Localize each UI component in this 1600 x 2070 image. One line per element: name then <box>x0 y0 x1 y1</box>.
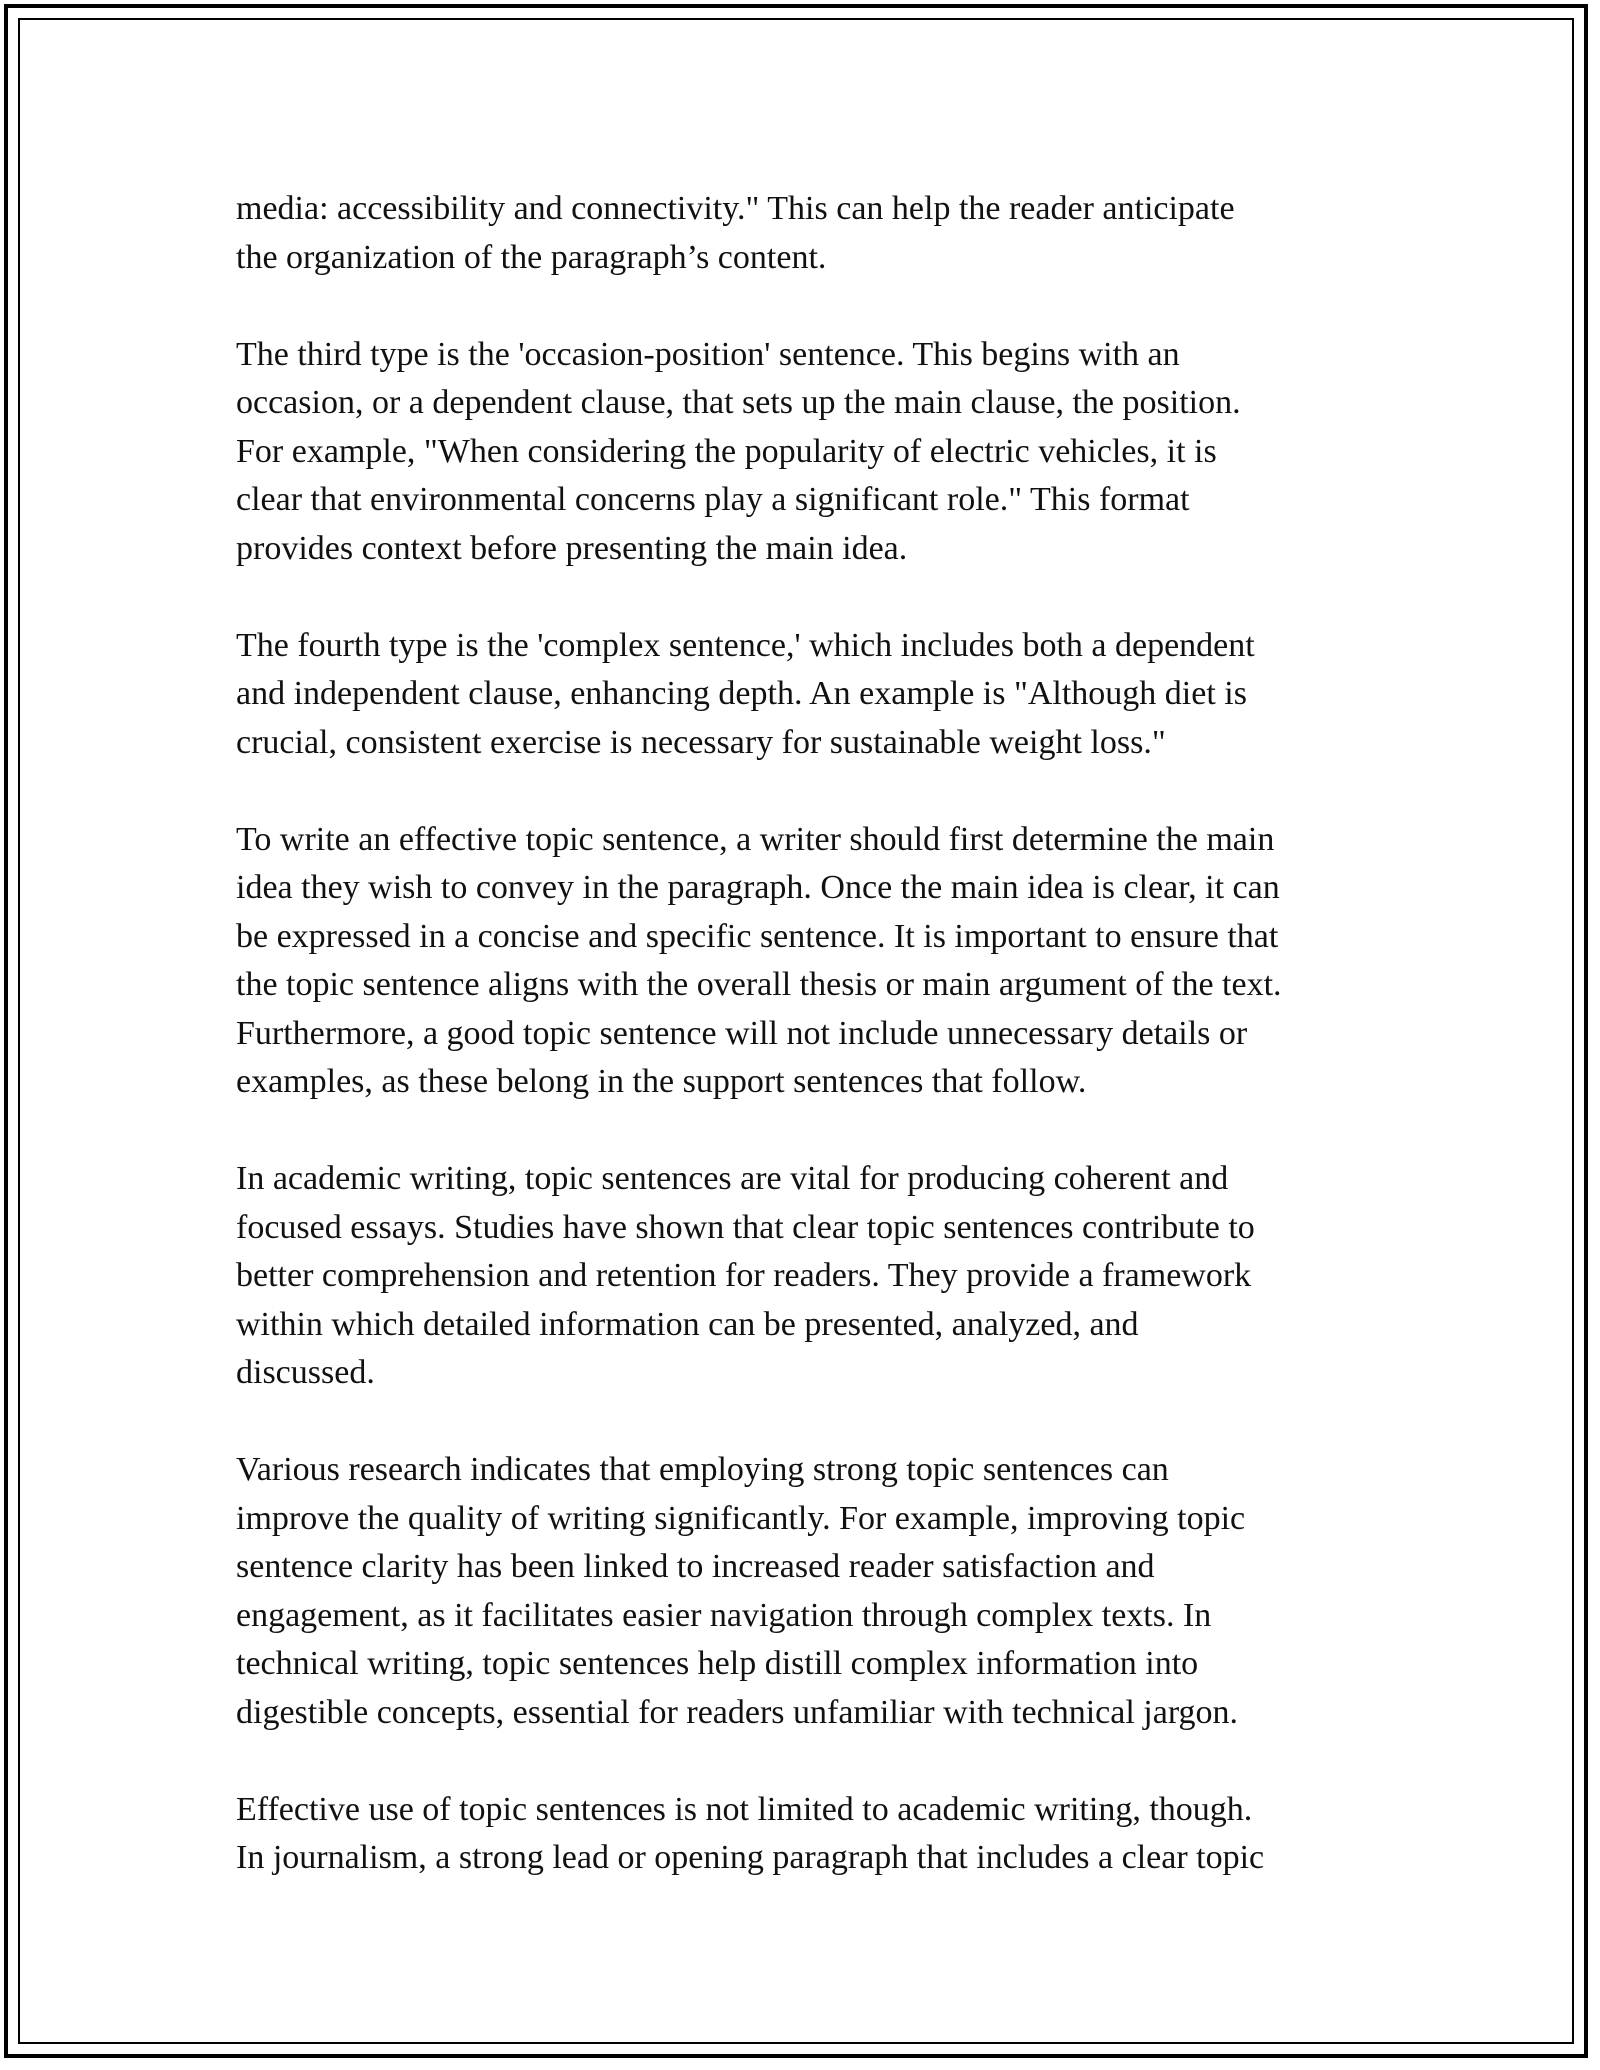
text-line: the organization of the paragraph’s content. <box>236 238 827 276</box>
paragraph <box>236 331 1376 574</box>
text-line: The fourth type is the 'complex sentence,' which includes both a dependent <box>236 626 1255 664</box>
text-line: digestible concepts, essential for readers unfamiliar with technical jargon. <box>236 1693 1239 1731</box>
text-line: The third type is the 'occasion-position' sentence. This begins with an <box>236 335 1180 373</box>
text-line: better comprehension and retention for readers. They provide a framework <box>236 1257 1252 1294</box>
text-line: within which detailed information can be presented, analyzed, and <box>236 1305 1139 1343</box>
text-line: the topic sentence aligns with the overall thesis or main argument of the text. <box>236 966 1282 1003</box>
text-line: improve the quality of writing significantly. For example, improving topic <box>236 1499 1246 1537</box>
text-line: and independent clause, enhancing depth. An example is "Although diet is <box>236 675 1247 712</box>
text-line: In academic writing, topic sentences are vital for producing coherent and <box>236 1160 1229 1197</box>
text-line: sentence clarity has been linked to increased reader satisfaction and <box>236 1548 1155 1585</box>
paragraph <box>236 1446 1376 1737</box>
text-line: provides context before presenting the main idea. <box>236 529 908 567</box>
text-line: clear that environmental concerns play a significant role." This format <box>236 481 1190 518</box>
text-line: discussed. <box>236 1354 375 1391</box>
paragraph <box>236 1155 1376 1398</box>
text-line: Various research indicates that employing strong topic sentences can <box>236 1451 1169 1488</box>
text-line: engagement, as it facilitates easier navigation through complex texts. In <box>236 1596 1212 1634</box>
text-line: For example, "When considering the popularity of electric vehicles, it is <box>236 432 1217 470</box>
text-line: be expressed in a concise and specific sentence. It is important to ensure that <box>236 917 1279 955</box>
text-line: Effective use of topic sentences is not limited to academic writing, though. <box>236 1790 1253 1828</box>
text-line: In journalism, a strong lead or opening paragraph that includes a clear topic <box>236 1839 1265 1876</box>
paragraph <box>236 185 1376 282</box>
text-line: examples, as these belong in the support sentences that follow. <box>236 1063 1087 1100</box>
document-body <box>236 185 1376 1931</box>
text-line: Furthermore, a good topic sentence will not include unnecessary details or <box>236 1014 1248 1052</box>
text-line: crucial, consistent exercise is necessary for sustainable weight loss." <box>236 723 1166 761</box>
text-line: idea they wish to convey in the paragraph. Once the main idea is clear, it can <box>236 869 1280 906</box>
paragraph <box>236 622 1376 768</box>
paragraph <box>236 1786 1376 1883</box>
text-line: occasion, or a dependent clause, that sets up the main clause, the position. <box>236 384 1241 421</box>
text-line: media: accessibility and connectivity." This can help the reader anticipate <box>236 190 1235 227</box>
paragraph <box>236 816 1376 1107</box>
text-line: focused essays. Studies have shown that clear topic sentences contribute to <box>236 1208 1255 1246</box>
text-line: To write an effective topic sentence, a writer should first determine the main <box>236 820 1275 858</box>
text-line: technical writing, topic sentences help distill complex information into <box>236 1645 1199 1682</box>
